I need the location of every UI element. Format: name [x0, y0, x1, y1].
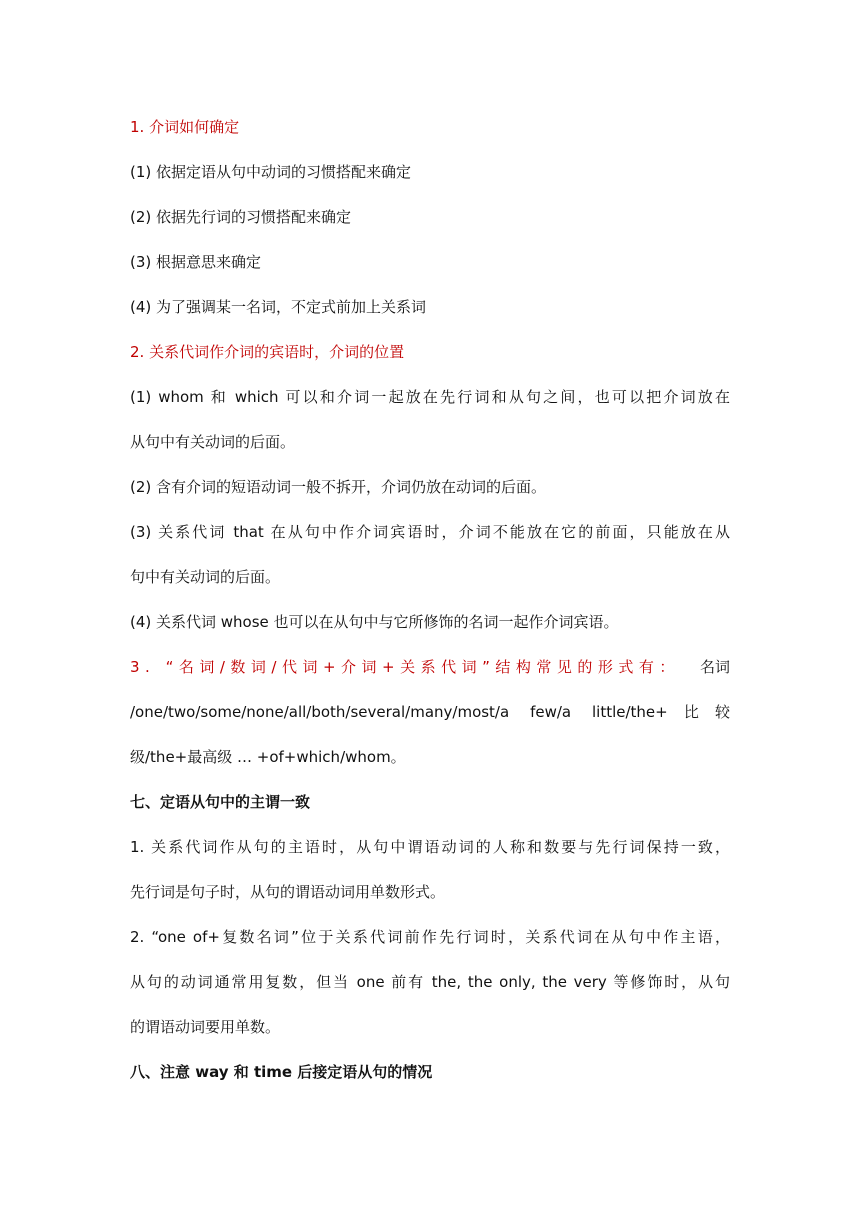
- paragraph-line: 从句的动词通常用复数，但当 one 前有 the, the only, the very 等修饰时，从句: [130, 973, 730, 991]
- list-item-continuation: 句中有关动词的后面。: [130, 568, 281, 586]
- point-3-text-line: /one/two/some/none/all/both/several/many/most/a few/a little/the+比较: [130, 703, 730, 721]
- section-title-subject-verb-agreement: 七、定语从句中的主谓一致: [130, 793, 311, 811]
- paragraph-line: 1. 关系代词作从句的主语时，从句中谓语动词的人称和数要与先行词保持一致，: [130, 838, 730, 856]
- section-title-way-and-time: 八、注意 way 和 time 后接定语从句的情况: [130, 1063, 433, 1081]
- list-item: (1) 依据定语从句中动词的习惯搭配来确定: [130, 163, 412, 181]
- paragraph-line: 的谓语动词要用单数。: [130, 1018, 281, 1036]
- list-item-continuation: 从句中有关动词的后面。: [130, 433, 296, 451]
- point-3-text-line: 级/the+最高级 … +of+which/whom。: [130, 748, 406, 766]
- list-item: (1) whom 和 which 可以和介词一起放在先行词和从句之间，也可以把介词放在: [130, 388, 730, 406]
- point-heading-preposition-position: 2. 关系代词作介词的宾语时，介词的位置: [130, 343, 405, 361]
- point-3-first-line: [130, 657, 730, 677]
- list-item: (3) 根据意思来确定: [130, 253, 262, 271]
- point-heading-structure-forms: 3. “名词/数词/代词+介词+关系代词”结构常见的形式有：: [130, 658, 680, 676]
- list-item: (2) 依据先行词的习惯搭配来确定: [130, 208, 352, 226]
- list-item: (4) 关系代词 whose 也可以在从句中与它所修饰的名词一起作介词宾语。: [130, 613, 619, 631]
- point-3-text-start: 名词: [699, 658, 730, 676]
- list-item: (3) 关系代词 that 在从句中作介词宾语时，介词不能放在它的前面，只能放在从: [130, 523, 730, 541]
- paragraph-line: 先行词是句子时，从句的谓语动词用单数形式。: [130, 883, 446, 901]
- paragraph-line: 2. “one of+复数名词”位于关系代词前作先行词时，关系代词在从句中作主语，: [130, 928, 730, 946]
- list-item: (2) 含有介词的短语动词一般不拆开，介词仍放在动词的后面。: [130, 478, 547, 496]
- point-heading-preposition-choice: 1. 介词如何确定: [130, 118, 240, 136]
- list-item: (4) 为了强调某一名词，不定式前加上关系词: [130, 298, 427, 316]
